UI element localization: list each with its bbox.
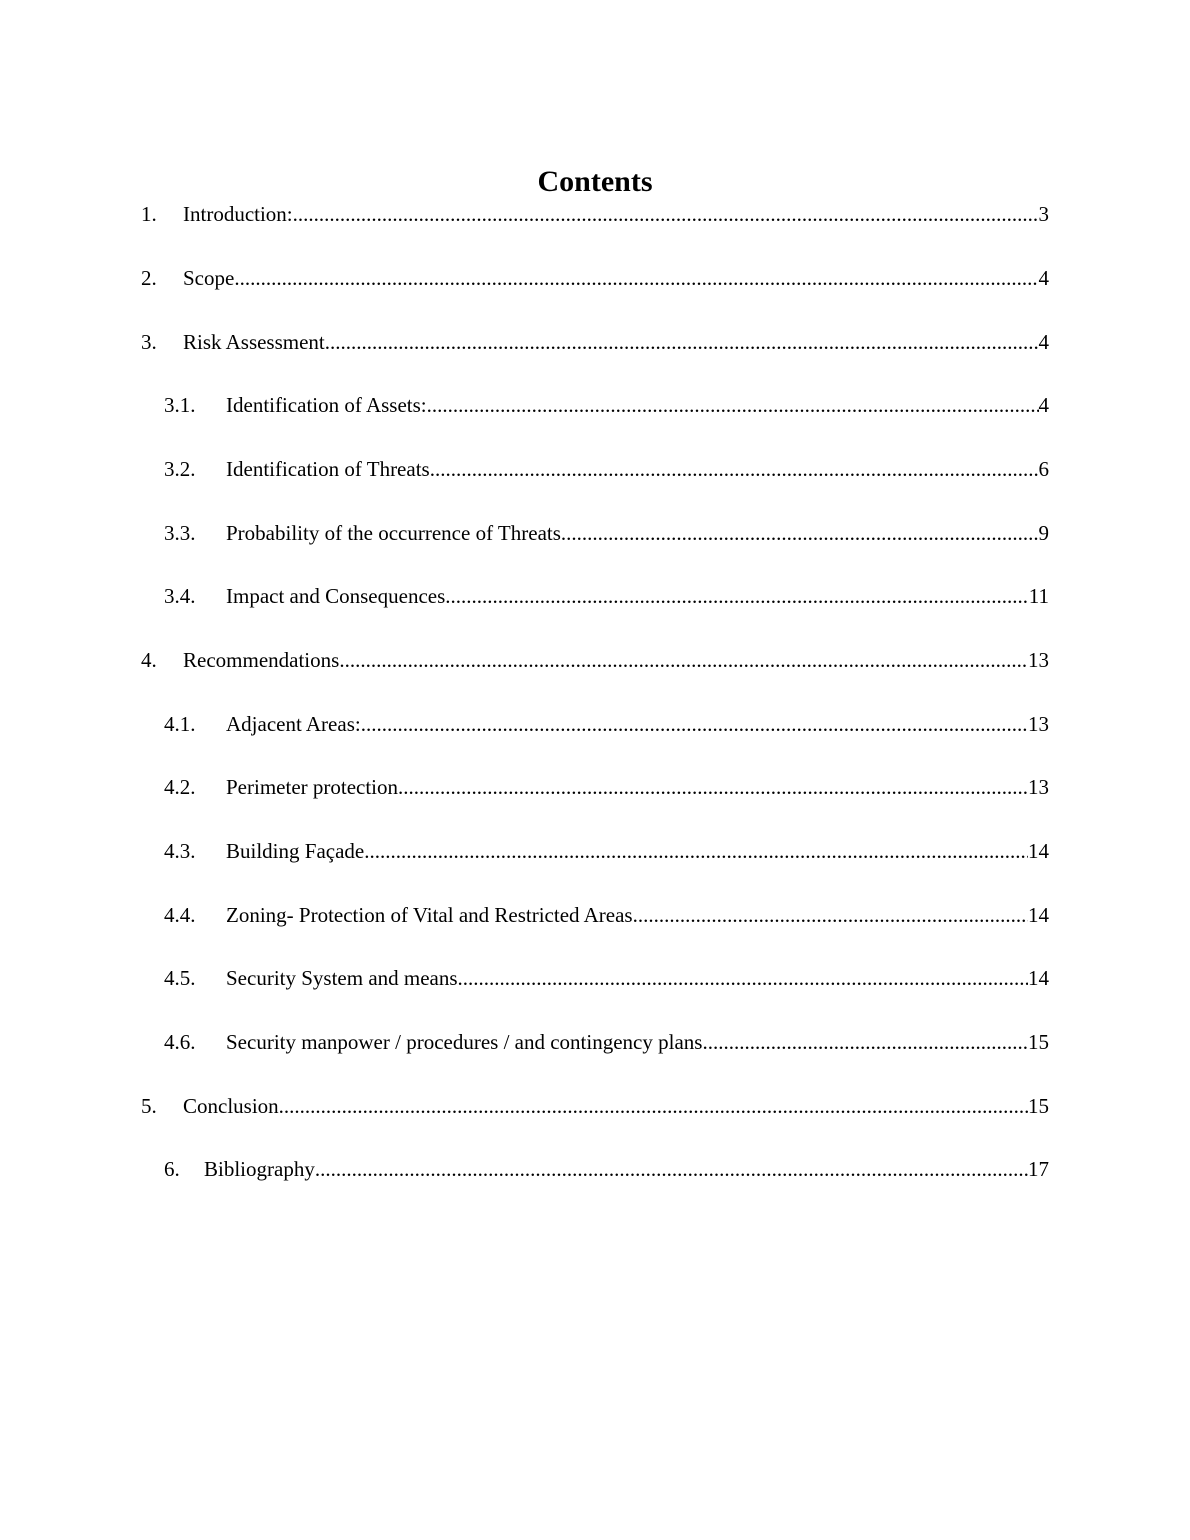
- toc-dot-leader: [293, 198, 1039, 230]
- toc-entry-label: Conclusion: [183, 1094, 279, 1118]
- toc-entry-page: 13: [1028, 648, 1049, 672]
- toc-entry-label: Risk Assessment: [183, 330, 325, 354]
- toc-entry-page: 14: [1028, 966, 1049, 990]
- toc-dot-leader: [234, 262, 1038, 294]
- toc-entry-security-manpower[interactable]: [164, 1026, 1049, 1058]
- toc-entry-number: 1.: [141, 202, 157, 226]
- toc-entry-page: 4: [1038, 393, 1049, 417]
- toc-entry-page: 9: [1038, 521, 1049, 545]
- toc-dot-leader: [364, 835, 1028, 867]
- toc-entry-number: 4.: [141, 648, 157, 672]
- toc-entry-impact-and-consequences[interactable]: [164, 580, 1049, 612]
- toc-entry-label: Security manpower / procedures / and contingency plans: [226, 1030, 703, 1054]
- toc-dot-leader: [279, 1090, 1028, 1122]
- toc-entry-label: Recommendations: [183, 648, 340, 672]
- toc-entry-number: 5.: [141, 1094, 157, 1118]
- toc-entry-page: 17: [1028, 1157, 1049, 1181]
- toc-entry-label: Identification of Assets:: [226, 393, 427, 417]
- toc-dot-leader: [458, 962, 1028, 994]
- toc-dot-leader: [430, 453, 1039, 485]
- toc-entry-risk-assessment[interactable]: [141, 326, 1049, 358]
- toc-entry-page: 13: [1028, 712, 1049, 736]
- toc-entry-label: Zoning- Protection of Vital and Restricted Areas: [226, 903, 633, 927]
- toc-entry-page: 4: [1038, 266, 1049, 290]
- toc-entry-number: 3.2.: [164, 457, 196, 481]
- toc-entry-number: 3.1.: [164, 393, 196, 417]
- toc-dot-leader: [315, 1153, 1028, 1185]
- toc-entry-number: 4.5.: [164, 966, 196, 990]
- toc-entry-adjacent-areas[interactable]: [164, 708, 1049, 740]
- toc-entry-number: 4.3.: [164, 839, 196, 863]
- toc-entry-page: 14: [1028, 839, 1049, 863]
- toc-entry-label: Building Façade: [226, 839, 365, 863]
- toc-entry-page: 6: [1038, 457, 1049, 481]
- toc-entry-number: 4.2.: [164, 775, 196, 799]
- toc-dot-leader: [398, 771, 1028, 803]
- toc-entry-bibliography[interactable]: [164, 1153, 1049, 1185]
- toc-entry-page: 15: [1028, 1030, 1049, 1054]
- toc-entry-page: 14: [1028, 903, 1049, 927]
- toc-title: Contents: [537, 165, 653, 198]
- toc-entry-label: Identification of Threats: [226, 457, 430, 481]
- toc-entry-number: 6.: [164, 1157, 180, 1181]
- toc-entry-conclusion[interactable]: [141, 1090, 1049, 1122]
- toc-entry-page: 13: [1028, 775, 1049, 799]
- toc-entry-introduction[interactable]: [141, 198, 1049, 230]
- toc-dot-leader: [633, 899, 1028, 931]
- toc-dot-leader: [339, 644, 1028, 676]
- toc-dot-leader: [427, 389, 1039, 421]
- toc-dot-leader: [445, 580, 1029, 612]
- toc-entry-recommendations[interactable]: [141, 644, 1049, 676]
- toc-dot-leader: [702, 1026, 1028, 1058]
- toc-entry-scope[interactable]: [141, 262, 1049, 294]
- toc-entry-number: 4.4.: [164, 903, 196, 927]
- toc-entry-building-facade[interactable]: [164, 835, 1049, 867]
- toc-entry-label: Scope: [183, 266, 235, 290]
- toc-entry-label: Probability of the occurrence of Threats: [226, 521, 561, 545]
- toc-entry-number: 4.6.: [164, 1030, 196, 1054]
- toc-entry-number: 3.3.: [164, 521, 196, 545]
- toc-entry-page: 3: [1038, 202, 1049, 226]
- toc-dot-leader: [561, 517, 1039, 549]
- toc-entry-number: 3.: [141, 330, 157, 354]
- toc-entry-label: Impact and Consequences: [226, 584, 446, 608]
- toc-entry-security-system[interactable]: [164, 962, 1049, 994]
- toc-entry-identification-of-threats[interactable]: [164, 453, 1049, 485]
- toc-entry-label: Perimeter protection: [226, 775, 399, 799]
- toc-entry-number: 4.1.: [164, 712, 196, 736]
- toc-entry-page: 11: [1028, 584, 1049, 608]
- toc-entry-number: 3.4.: [164, 584, 196, 608]
- toc-entry-perimeter-protection[interactable]: [164, 771, 1049, 803]
- toc-entry-label: Security System and means: [226, 966, 458, 990]
- toc-entry-page: 4: [1038, 330, 1049, 354]
- toc-entry-identification-of-assets[interactable]: [164, 389, 1049, 421]
- toc-dot-leader: [325, 326, 1039, 358]
- toc-entry-label: Introduction:: [183, 202, 293, 226]
- toc-entry-probability-of-threats[interactable]: [164, 517, 1049, 549]
- toc-entry-zoning[interactable]: [164, 899, 1049, 931]
- toc-dot-leader: [361, 708, 1028, 740]
- toc-entry-label: Bibliography: [204, 1157, 315, 1181]
- toc-entry-number: 2.: [141, 266, 157, 290]
- toc-entry-label: Adjacent Areas:: [226, 712, 361, 736]
- toc-entry-page: 15: [1028, 1094, 1049, 1118]
